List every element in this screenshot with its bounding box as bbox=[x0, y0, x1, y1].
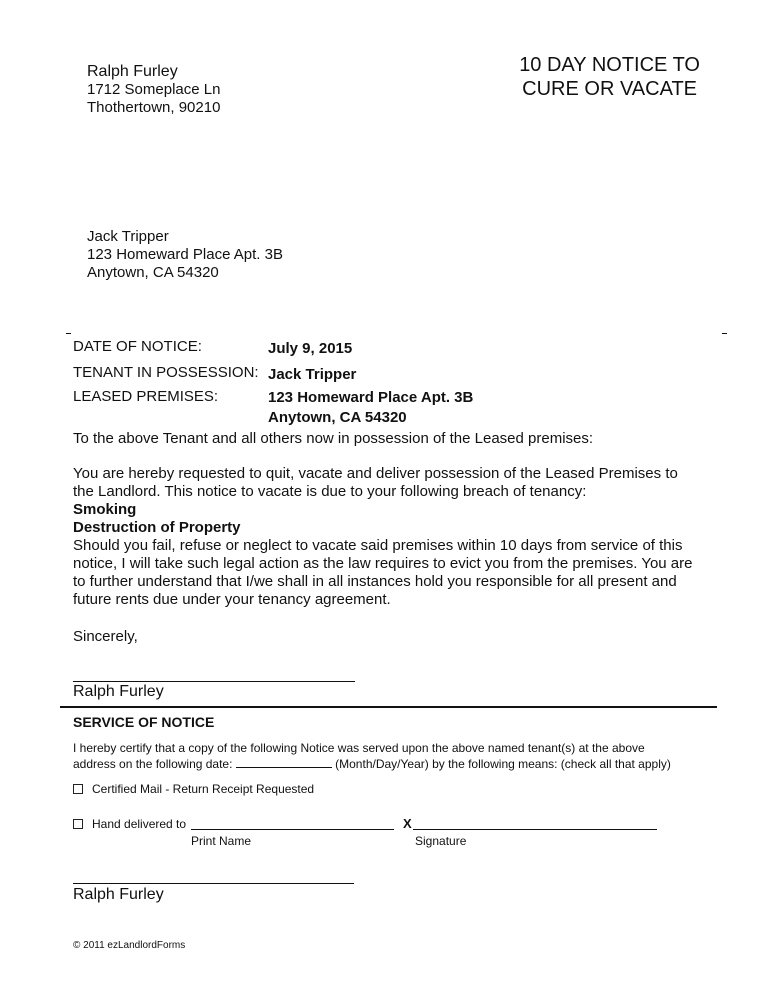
certified-mail-checkbox[interactable] bbox=[73, 784, 83, 794]
premises-line2: Anytown, CA 54320 bbox=[268, 409, 407, 426]
landlord-signature-line bbox=[73, 681, 355, 682]
para2-line1: Should you fail, refuse or neglect to vacate said premises within 10 days from service of this bbox=[73, 537, 683, 554]
date-value: July 9, 2015 bbox=[268, 340, 353, 357]
server-signature-line bbox=[73, 883, 354, 884]
service-heading: SERVICE OF NOTICE bbox=[73, 714, 215, 730]
server-name: Ralph Furley bbox=[73, 886, 164, 903]
premises-label: LEASED PREMISES: bbox=[73, 388, 219, 405]
hand-delivered-label: Hand delivered to bbox=[92, 817, 187, 831]
para2-line2: notice, I will take such legal action as the law requires to evict you from the premises. You are bbox=[73, 555, 693, 572]
recipient-address-line2: Anytown, CA 54320 bbox=[87, 264, 219, 281]
para2-line3: to further understand that I/we shall in all instances hold you responsible for all present and bbox=[73, 573, 677, 590]
addressee-line: To the above Tenant and all others now in possession of the Leased premises: bbox=[73, 430, 594, 447]
hand-delivered-checkbox[interactable] bbox=[73, 819, 83, 829]
certification-text bbox=[73, 740, 671, 772]
cert-line2-start: address on the following date: bbox=[73, 757, 233, 771]
notice-title-line2: CURE OR VACATE bbox=[522, 78, 698, 100]
certified-mail-label: Certified Mail - Return Receipt Requested bbox=[92, 782, 315, 796]
sender-name: Ralph Furley bbox=[87, 63, 178, 80]
notice-title-line1: 10 DAY NOTICE TO bbox=[519, 54, 700, 76]
para1-line2: the Landlord. This notice to vacate is due to your following breach of tenancy: bbox=[73, 483, 587, 500]
signature-x-mark: X bbox=[403, 816, 412, 831]
recipient-block bbox=[87, 228, 283, 282]
print-name-label: Print Name bbox=[191, 834, 252, 848]
date-label: DATE OF NOTICE: bbox=[73, 338, 202, 355]
para2-line4: future rents due under your tenancy agreement. bbox=[73, 591, 391, 608]
option-hand-delivered bbox=[73, 816, 186, 832]
para1-line1: You are hereby requested to quit, vacate and deliver possession of the Leased Premises to bbox=[73, 465, 678, 482]
sender-address-line2: Thothertown, 90210 bbox=[87, 99, 221, 116]
landlord-signer-name: Ralph Furley bbox=[73, 683, 164, 700]
breach-item-1: Smoking bbox=[73, 501, 137, 518]
sender-address-line1: 1712 Someplace Ln bbox=[87, 81, 221, 98]
tenant-label: TENANT IN POSSESSION: bbox=[73, 364, 259, 381]
corner-mark-right bbox=[722, 333, 727, 334]
cert-line2 bbox=[73, 756, 671, 772]
print-name-field[interactable] bbox=[191, 829, 394, 830]
notice-title bbox=[519, 53, 700, 101]
cert-line2-end: (Month/Day/Year) by the following means: (check all that apply) bbox=[335, 757, 671, 771]
section-divider bbox=[60, 706, 717, 708]
copyright-footer: © 2011 ezLandlordForms bbox=[73, 940, 186, 951]
closing: Sincerely, bbox=[73, 628, 138, 645]
signature-field[interactable] bbox=[413, 829, 657, 830]
service-date-field[interactable] bbox=[236, 767, 332, 768]
signature-label: Signature bbox=[415, 834, 467, 848]
sender-block bbox=[87, 63, 220, 117]
body-paragraph bbox=[73, 465, 692, 609]
premises-line1: 123 Homeward Place Apt. 3B bbox=[268, 389, 474, 406]
option-certified-mail bbox=[73, 781, 314, 797]
recipient-address-line1: 123 Homeward Place Apt. 3B bbox=[87, 246, 283, 263]
tenant-value: Jack Tripper bbox=[268, 366, 357, 383]
cert-line1: I hereby certify that a copy of the following Notice was served upon the above named tenant(s) at the above bbox=[73, 741, 645, 755]
premises-value bbox=[268, 388, 473, 428]
recipient-name: Jack Tripper bbox=[87, 228, 169, 245]
breach-item-2: Destruction of Property bbox=[73, 519, 241, 536]
corner-mark-left bbox=[66, 333, 71, 334]
